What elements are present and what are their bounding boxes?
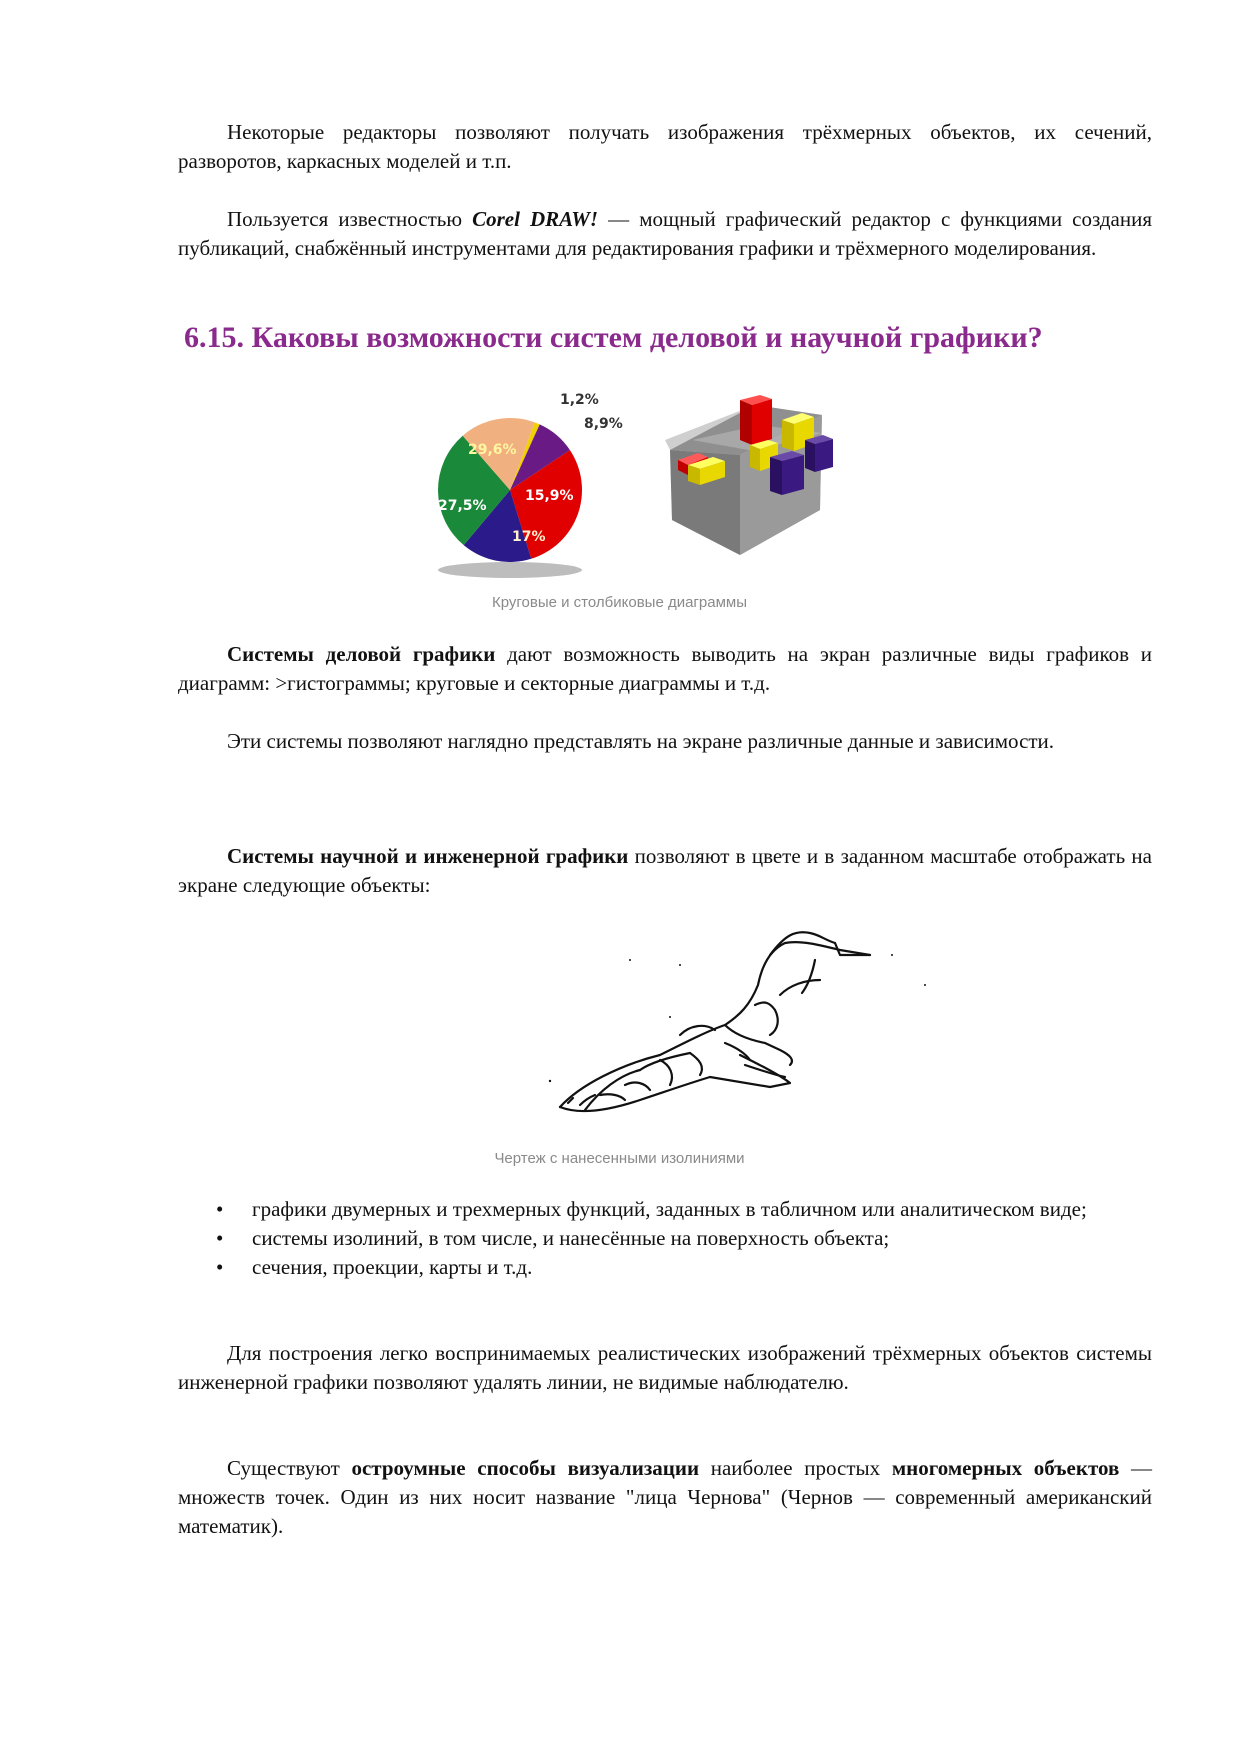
pie-shadow <box>438 562 582 578</box>
paragraph-hidden-lines-text: Для построения легко воспринимаемых реалистических изображений трёхмерных объектов системы инженерной графики позволяют удалять линии, не видимые наблюдателю. <box>178 1341 1152 1394</box>
science-graphics-term: Системы научной и инженерной графики <box>227 844 629 868</box>
paragraph-science-graphics <box>178 842 1152 900</box>
list-item-text: сечения, проекции, карты и т.д. <box>252 1255 533 1279</box>
list-item-text: системы изолиний, в том числе, и нанесённые на поверхность объекта; <box>252 1226 890 1250</box>
list-item-text: графики двумерных и трехмерных функций, заданных в табличном или аналитическом виде; <box>252 1197 1087 1221</box>
coreldraw-description: — мощный графический редактор с функциями создания публикаций, снабжённый инструментами для редактирования графики и трёхмерного моделирования. <box>178 207 1152 260</box>
paragraph-systems-text: Эти системы позволяют наглядно представлять на экране различные данные и зависимости. <box>227 729 1055 753</box>
coreldraw-name: Corel DRAW! <box>472 207 599 231</box>
science-graphics-text: позволяют в цвете и в заданном масштабе отображать на экране следующие объекты: <box>178 844 1152 897</box>
business-graphics-term: Системы деловой графики <box>227 642 496 666</box>
list-item <box>178 1195 1152 1224</box>
objects-list <box>178 1195 1152 1282</box>
visualization-term-2: многомерных объектов <box>891 1456 1120 1480</box>
pie-label-2: 8,9% <box>584 416 623 432</box>
pie-label-6: 17% <box>512 529 546 545</box>
figure1-caption: Круговые и столбиковые диаграммы <box>491 594 747 611</box>
visualization-text-3: — множеств точек. Один из них носит название "лица Чернова" (Чернов — современный американский математик). <box>178 1456 1152 1538</box>
list-item <box>178 1224 1152 1253</box>
visualization-text-1: Существуют <box>227 1456 352 1480</box>
pie-label-5: 27,5% <box>438 498 487 514</box>
bar-chart-3d <box>665 395 833 555</box>
pie-label-3: 29,6% <box>468 442 517 458</box>
paragraph-editors-text: Некоторые редакторы позволяют получать изображения трёхмерных объектов, их сечений, разворотов, каркасных моделей и т.п. <box>178 120 1152 173</box>
bullet-marker: • <box>216 1197 224 1221</box>
business-graphics-text: дают возможность выводить на экран различные виды графиков и диаграмм: >гистограммы; круговые и секторные диаграммы и т.д. <box>178 642 1153 695</box>
paragraph-visualization <box>178 1454 1152 1541</box>
paragraph-editors <box>178 118 1152 176</box>
pie-label-1: 1,2% <box>560 392 599 408</box>
visualization-term-1: остроумные способы визуализации <box>351 1456 700 1480</box>
pie-label-4: 15,9% <box>525 488 574 504</box>
paragraph-hidden-lines <box>178 1339 1152 1397</box>
bullet-marker: • <box>216 1255 224 1279</box>
airplane-drawing <box>540 925 940 1125</box>
figure2-caption: Чертеж с нанесенными изолиниями <box>494 1150 745 1167</box>
list-item <box>178 1253 1152 1282</box>
section-heading: 6.15. Каковы возможности систем деловой и научной графики? <box>184 321 1043 354</box>
coreldraw-intro: Пользуется известностью <box>227 207 473 231</box>
paragraph-coreldraw <box>178 205 1152 263</box>
paragraph-business-graphics <box>178 640 1152 698</box>
visualization-text-2: наиболее простых <box>699 1456 892 1480</box>
charts-illustration <box>420 385 940 580</box>
bullet-marker: • <box>216 1226 224 1250</box>
paragraph-systems <box>178 727 1152 756</box>
